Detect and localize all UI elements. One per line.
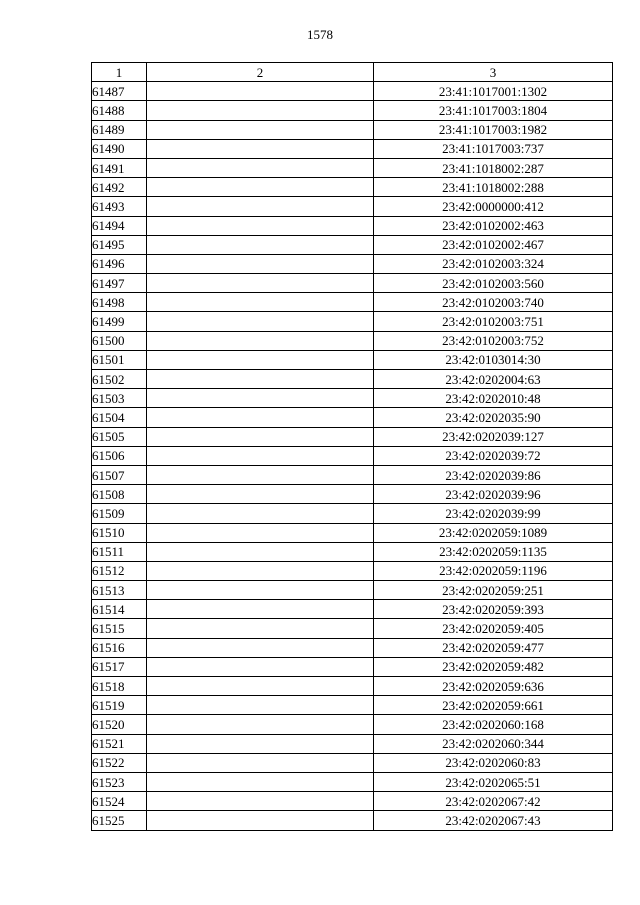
cadastral-number-cell: 23:42:0202039:96 bbox=[374, 485, 613, 504]
cadastral-number-cell: 23:42:0202059:251 bbox=[374, 581, 613, 600]
row-number-cell: 61510 bbox=[92, 523, 147, 542]
row-name-cell bbox=[147, 523, 374, 542]
table-row bbox=[92, 235, 613, 254]
cadastral-number-cell: 23:42:0102002:467 bbox=[374, 235, 613, 254]
row-number-cell: 61498 bbox=[92, 293, 147, 312]
table-row bbox=[92, 254, 613, 273]
table-row bbox=[92, 82, 613, 101]
table-row bbox=[92, 581, 613, 600]
row-number-cell: 61516 bbox=[92, 638, 147, 657]
page-number: 1578 bbox=[307, 27, 333, 42]
table-row bbox=[92, 427, 613, 446]
table-row bbox=[92, 542, 613, 561]
cadastral-number-cell: 23:42:0103014:30 bbox=[374, 350, 613, 369]
row-number-cell: 61494 bbox=[92, 216, 147, 235]
row-number-cell: 61491 bbox=[92, 158, 147, 177]
cadastral-number-cell: 23:42:0202059:1089 bbox=[374, 523, 613, 542]
row-name-cell bbox=[147, 753, 374, 772]
cadastral-number-cell: 23:42:0202067:42 bbox=[374, 792, 613, 811]
table-row bbox=[92, 638, 613, 657]
column-header-2: 2 bbox=[147, 63, 374, 82]
row-number-cell: 61503 bbox=[92, 389, 147, 408]
table-row bbox=[92, 408, 613, 427]
cadastral-number-cell: 23:42:0202039:72 bbox=[374, 446, 613, 465]
row-number-cell: 61519 bbox=[92, 696, 147, 715]
row-name-cell bbox=[147, 408, 374, 427]
table-row bbox=[92, 101, 613, 120]
cadastral-number-cell: 23:42:0202060:168 bbox=[374, 715, 613, 734]
row-name-cell bbox=[147, 446, 374, 465]
row-name-cell bbox=[147, 581, 374, 600]
row-name-cell bbox=[147, 811, 374, 830]
row-name-cell bbox=[147, 139, 374, 158]
row-number-cell: 61490 bbox=[92, 139, 147, 158]
cadastral-number-cell: 23:42:0102003:560 bbox=[374, 274, 613, 293]
row-number-cell: 61501 bbox=[92, 350, 147, 369]
cadastral-number-cell: 23:42:0102003:740 bbox=[374, 293, 613, 312]
table-row bbox=[92, 312, 613, 331]
row-number-cell: 61511 bbox=[92, 542, 147, 561]
table-row bbox=[92, 657, 613, 676]
row-number-cell: 61488 bbox=[92, 101, 147, 120]
row-name-cell bbox=[147, 619, 374, 638]
cadastral-number-cell: 23:42:0202059:661 bbox=[374, 696, 613, 715]
row-name-cell bbox=[147, 178, 374, 197]
cadastral-number-cell: 23:42:0202060:83 bbox=[374, 753, 613, 772]
table-row bbox=[92, 370, 613, 389]
row-name-cell bbox=[147, 677, 374, 696]
row-name-cell bbox=[147, 274, 374, 293]
row-name-cell bbox=[147, 312, 374, 331]
row-name-cell bbox=[147, 772, 374, 791]
row-number-cell: 61509 bbox=[92, 504, 147, 523]
cadastral-number-cell: 23:42:0202039:127 bbox=[374, 427, 613, 446]
row-name-cell bbox=[147, 485, 374, 504]
row-name-cell bbox=[147, 120, 374, 139]
row-name-cell bbox=[147, 427, 374, 446]
row-name-cell bbox=[147, 389, 374, 408]
row-name-cell bbox=[147, 235, 374, 254]
row-name-cell bbox=[147, 657, 374, 676]
table-row bbox=[92, 485, 613, 504]
cadastral-number-cell: 23:42:0202060:344 bbox=[374, 734, 613, 753]
row-number-cell: 61492 bbox=[92, 178, 147, 197]
row-number-cell: 61499 bbox=[92, 312, 147, 331]
table-row bbox=[92, 561, 613, 580]
row-name-cell bbox=[147, 561, 374, 580]
row-number-cell: 61524 bbox=[92, 792, 147, 811]
row-name-cell bbox=[147, 715, 374, 734]
row-name-cell bbox=[147, 331, 374, 350]
table-row bbox=[92, 696, 613, 715]
row-number-cell: 61515 bbox=[92, 619, 147, 638]
registry-table bbox=[91, 62, 613, 831]
row-number-cell: 61513 bbox=[92, 581, 147, 600]
table-row bbox=[92, 753, 613, 772]
row-number-cell: 61495 bbox=[92, 235, 147, 254]
table-row bbox=[92, 811, 613, 830]
row-number-cell: 61507 bbox=[92, 465, 147, 484]
row-name-cell bbox=[147, 197, 374, 216]
table-row bbox=[92, 523, 613, 542]
row-number-cell: 61487 bbox=[92, 82, 147, 101]
row-number-cell: 61525 bbox=[92, 811, 147, 830]
cadastral-number-cell: 23:42:0000000:412 bbox=[374, 197, 613, 216]
row-name-cell bbox=[147, 542, 374, 561]
table-row bbox=[92, 600, 613, 619]
row-name-cell bbox=[147, 254, 374, 273]
row-name-cell bbox=[147, 638, 374, 657]
row-name-cell bbox=[147, 370, 374, 389]
cadastral-number-cell: 23:42:0102003:752 bbox=[374, 331, 613, 350]
cadastral-number-cell: 23:41:1017001:1302 bbox=[374, 82, 613, 101]
row-name-cell bbox=[147, 465, 374, 484]
table-row bbox=[92, 216, 613, 235]
cadastral-number-cell: 23:42:0202039:86 bbox=[374, 465, 613, 484]
table-row bbox=[92, 139, 613, 158]
row-number-cell: 61522 bbox=[92, 753, 147, 772]
row-number-cell: 61506 bbox=[92, 446, 147, 465]
cadastral-number-cell: 23:42:0202039:99 bbox=[374, 504, 613, 523]
cadastral-number-cell: 23:42:0202035:90 bbox=[374, 408, 613, 427]
row-number-cell: 61508 bbox=[92, 485, 147, 504]
table-row bbox=[92, 389, 613, 408]
row-number-cell: 61500 bbox=[92, 331, 147, 350]
table-row bbox=[92, 734, 613, 753]
table-row bbox=[92, 677, 613, 696]
row-number-cell: 61502 bbox=[92, 370, 147, 389]
table-row bbox=[92, 331, 613, 350]
cadastral-number-cell: 23:42:0202065:51 bbox=[374, 772, 613, 791]
cadastral-number-cell: 23:42:0202010:48 bbox=[374, 389, 613, 408]
cadastral-number-cell: 23:42:0202059:1196 bbox=[374, 561, 613, 580]
cadastral-number-cell: 23:42:0102003:324 bbox=[374, 254, 613, 273]
cadastral-number-cell: 23:42:0202059:405 bbox=[374, 619, 613, 638]
table-row bbox=[92, 197, 613, 216]
row-name-cell bbox=[147, 696, 374, 715]
row-number-cell: 61505 bbox=[92, 427, 147, 446]
row-number-cell: 61493 bbox=[92, 197, 147, 216]
row-name-cell bbox=[147, 216, 374, 235]
cadastral-number-cell: 23:42:0202067:43 bbox=[374, 811, 613, 830]
table-row bbox=[92, 120, 613, 139]
row-name-cell bbox=[147, 293, 374, 312]
row-name-cell bbox=[147, 101, 374, 120]
table-row bbox=[92, 715, 613, 734]
row-number-cell: 61504 bbox=[92, 408, 147, 427]
table-row bbox=[92, 446, 613, 465]
table-row bbox=[92, 178, 613, 197]
table-row bbox=[92, 504, 613, 523]
cadastral-number-cell: 23:41:1017003:737 bbox=[374, 139, 613, 158]
cadastral-number-cell: 23:41:1018002:287 bbox=[374, 158, 613, 177]
row-number-cell: 61512 bbox=[92, 561, 147, 580]
column-header-1: 1 bbox=[92, 63, 147, 82]
table-row bbox=[92, 158, 613, 177]
row-number-cell: 61489 bbox=[92, 120, 147, 139]
cadastral-number-cell: 23:42:0202059:482 bbox=[374, 657, 613, 676]
cadastral-number-cell: 23:42:0202059:1135 bbox=[374, 542, 613, 561]
row-name-cell bbox=[147, 350, 374, 369]
row-number-cell: 61497 bbox=[92, 274, 147, 293]
table-row bbox=[92, 772, 613, 791]
row-number-cell: 61496 bbox=[92, 254, 147, 273]
cadastral-number-cell: 23:42:0202059:393 bbox=[374, 600, 613, 619]
cadastral-number-cell: 23:42:0102002:463 bbox=[374, 216, 613, 235]
column-header-3: 3 bbox=[374, 63, 613, 82]
cadastral-number-cell: 23:42:0202059:636 bbox=[374, 677, 613, 696]
cadastral-number-cell: 23:42:0102003:751 bbox=[374, 312, 613, 331]
row-name-cell bbox=[147, 158, 374, 177]
row-number-cell: 61517 bbox=[92, 657, 147, 676]
table-row bbox=[92, 792, 613, 811]
row-number-cell: 61518 bbox=[92, 677, 147, 696]
cadastral-number-cell: 23:41:1017003:1982 bbox=[374, 120, 613, 139]
table-row bbox=[92, 350, 613, 369]
cadastral-number-cell: 23:41:1017003:1804 bbox=[374, 101, 613, 120]
table-body bbox=[92, 82, 613, 830]
table-header-row bbox=[92, 63, 613, 82]
table-row bbox=[92, 619, 613, 638]
row-number-cell: 61523 bbox=[92, 772, 147, 791]
row-name-cell bbox=[147, 82, 374, 101]
row-number-cell: 61521 bbox=[92, 734, 147, 753]
row-name-cell bbox=[147, 734, 374, 753]
cadastral-number-cell: 23:42:0202059:477 bbox=[374, 638, 613, 657]
table-row bbox=[92, 465, 613, 484]
cadastral-number-cell: 23:41:1018002:288 bbox=[374, 178, 613, 197]
row-name-cell bbox=[147, 504, 374, 523]
table-row bbox=[92, 274, 613, 293]
row-name-cell bbox=[147, 792, 374, 811]
cadastral-number-cell: 23:42:0202004:63 bbox=[374, 370, 613, 389]
table-row bbox=[92, 293, 613, 312]
row-number-cell: 61514 bbox=[92, 600, 147, 619]
row-number-cell: 61520 bbox=[92, 715, 147, 734]
row-name-cell bbox=[147, 600, 374, 619]
